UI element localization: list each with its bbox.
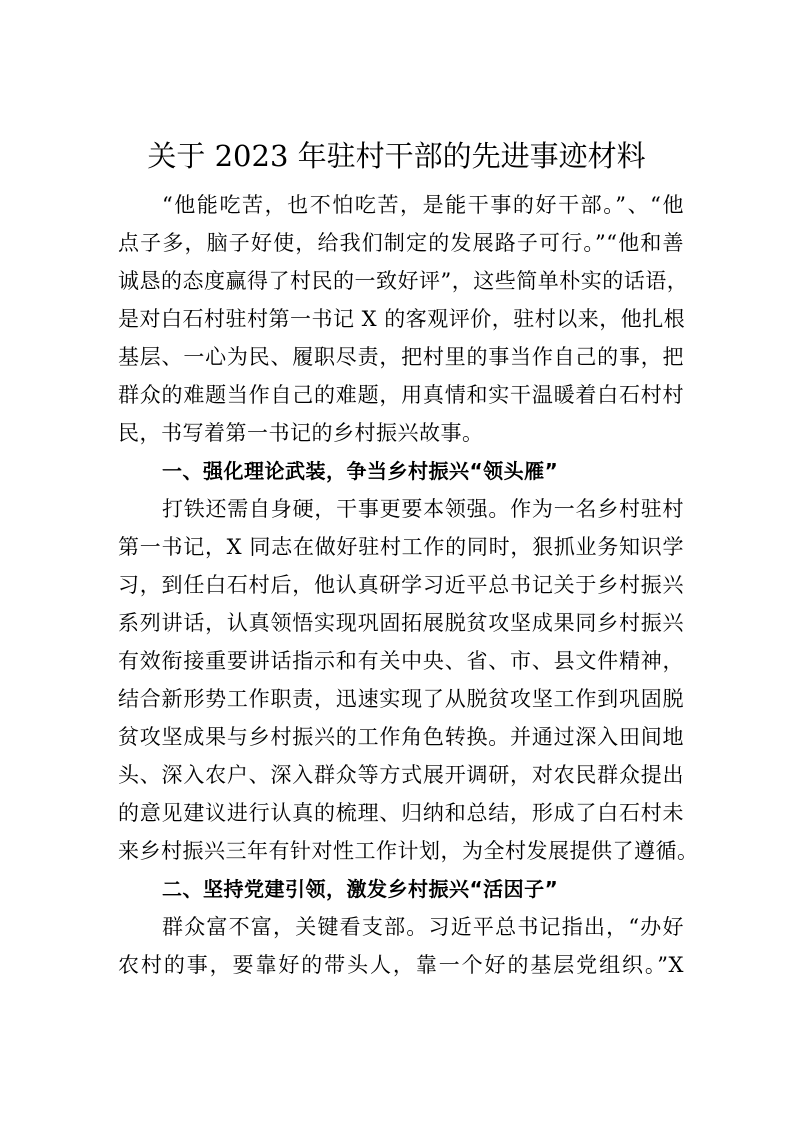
section-heading-2: 二、坚持党建引领，激发乡村振兴“活因子”	[162, 877, 559, 901]
paragraph-line: 贫攻坚成果与乡村振兴的工作角色转换。并通过深入田间地	[118, 725, 684, 749]
document-title: 关于 2023 年驻村干部的先进事迹材料	[147, 139, 646, 173]
paragraph-line: 习，到任白石村后，他认真研学习近平总书记关于乡村振兴	[118, 573, 684, 597]
paragraph-line: 点子多，脑子好使，给我们制定的发展路子可行。”“他和善	[118, 231, 684, 255]
paragraph-line: 民，书写着第一书记的乡村振兴故事。	[118, 421, 484, 445]
paragraph-line: 有效衔接重要讲话指示和有关中央、省、市、县文件精神，	[118, 649, 684, 673]
paragraph-line: 的意见建议进行认真的梳理、归纳和总结，形成了白石村未	[118, 801, 684, 825]
paragraph-line: 群众的难题当作自己的难题，用真情和实干温暖着白石村村	[118, 383, 684, 407]
paragraph-line: 农村的事，要靠好的带头人，靠一个好的基层党组织。”X	[118, 953, 684, 977]
section-heading-1: 一、强化理论武装，争当乡村振兴“领头雁”	[162, 459, 559, 483]
paragraph-line: 第一书记，X 同志在做好驻村工作的同时，狠抓业务知识学	[118, 535, 684, 559]
paragraph-line: 基层、一心为民、履职尽责，把村里的事当作自己的事，把	[118, 345, 684, 369]
paragraph-line: 结合新形势工作职责，迅速实现了从脱贫攻坚工作到巩固脱	[118, 687, 684, 711]
paragraph-line: 来乡村振兴三年有针对性工作计划，为全村发展提供了遵循。	[118, 839, 699, 863]
paragraph-line: 群众富不富，关键看支部。习近平总书记指出，“办好	[162, 915, 684, 939]
paragraph-line: 打铁还需自身硬，干事更要本领强。作为一名乡村驻村	[162, 497, 684, 521]
paragraph-line: “他能吃苦，也不怕吃苦，是能干事的好干部。”、“他	[162, 193, 684, 217]
paragraph-line: 系列讲话，认真领悟实现巩固拓展脱贫攻坚成果同乡村振兴	[118, 611, 684, 635]
paragraph-line: 诚恳的态度赢得了村民的一致好评”，这些简单朴实的话语，	[118, 269, 689, 293]
paragraph-line: 是对白石村驻村第一书记 X 的客观评价，驻村以来，他扎根	[118, 307, 686, 331]
paragraph-line: 头、深入农户、深入群众等方式展开调研，对农民群众提出	[118, 763, 684, 787]
